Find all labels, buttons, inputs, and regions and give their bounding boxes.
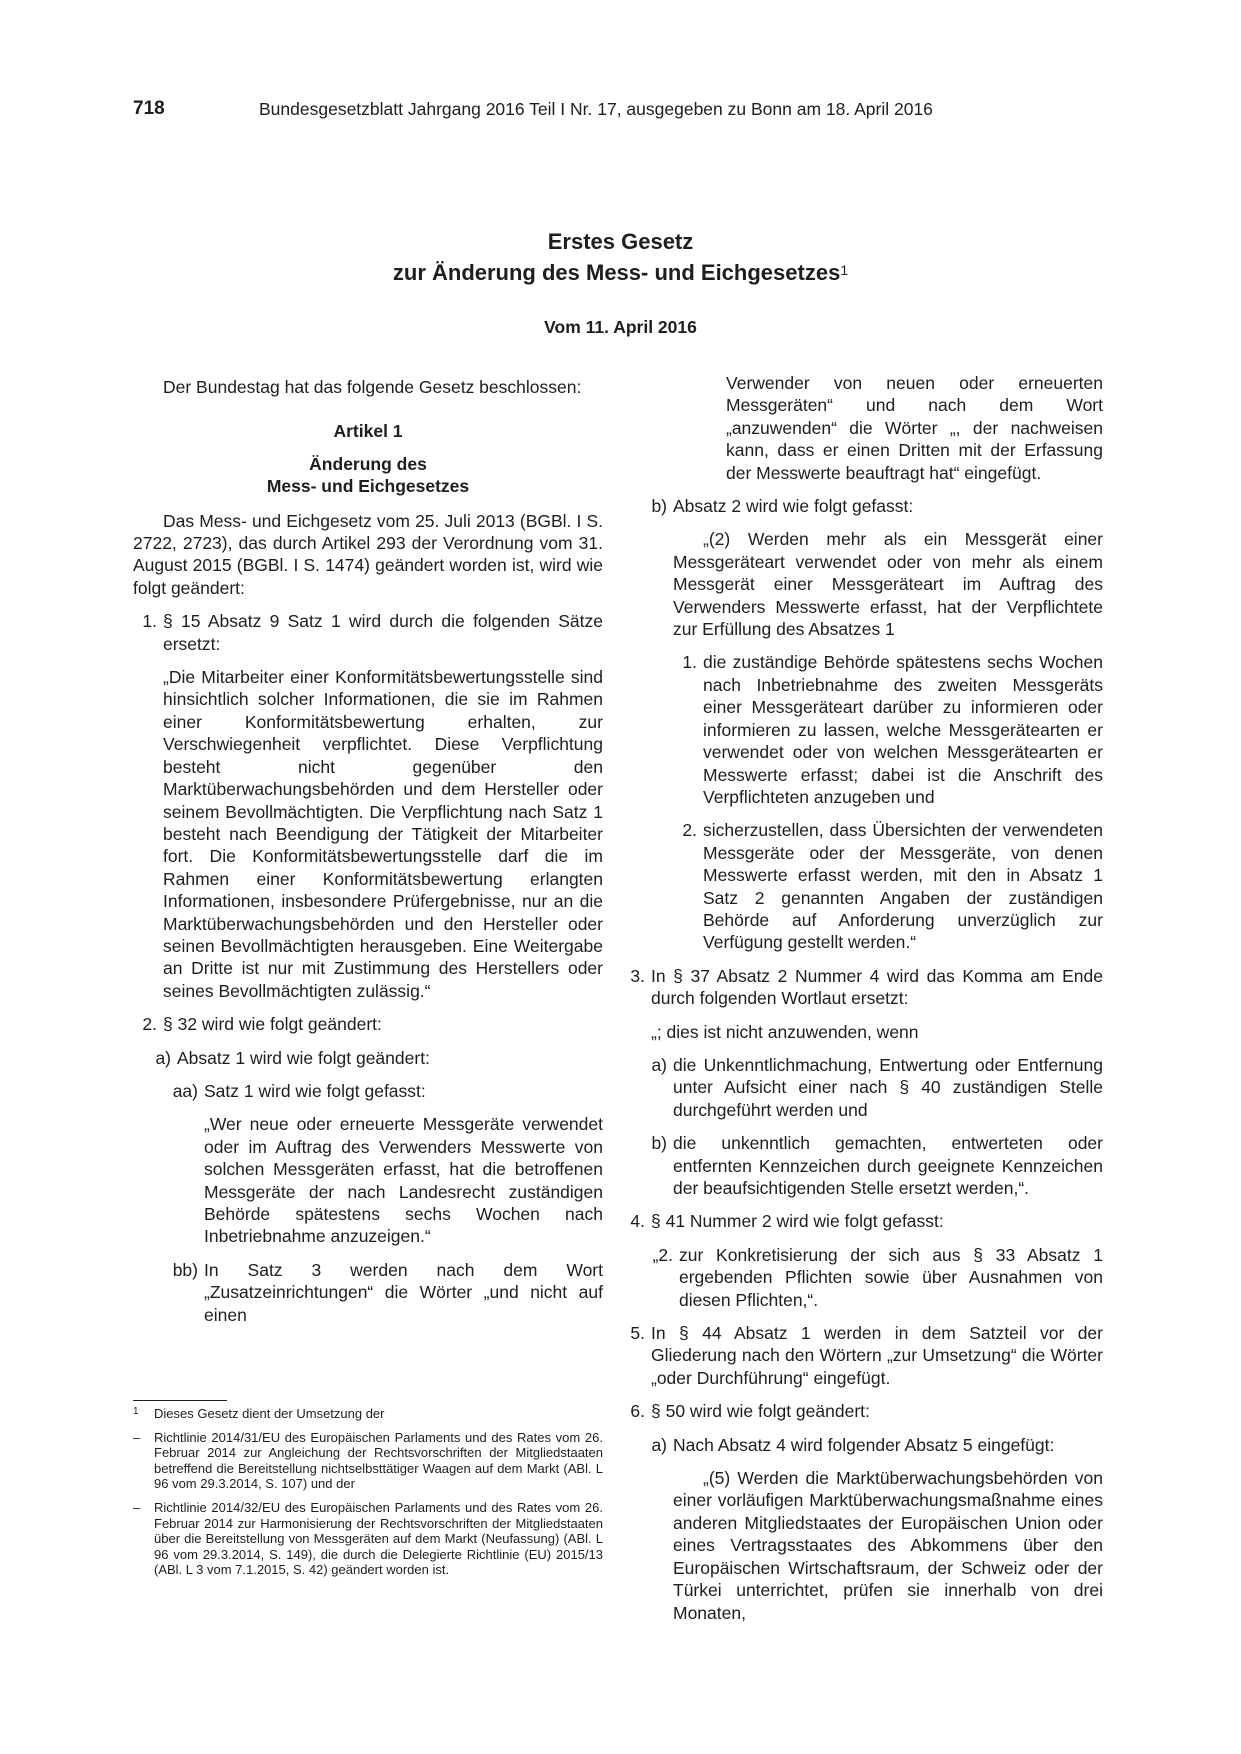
item-number: 2.	[682, 820, 697, 841]
item-text: sicherzustellen, dass Übersichten der verwendeten Messgeräte oder der Messgeräte, von denen Messwerte erfasst werden, mit den in Absatz 1 Satz 2 genannten Angaben der zuständigen Behörde auf Anforderung unverzüglich zur Verfügung gestellt werden.“	[703, 820, 1103, 953]
item-text: die Unkenntlichmachung, Entwertung oder Entfernung unter Aufsicht einer nach § 40 zuständigen Stelle durchgeführt werden und	[673, 1054, 1103, 1120]
item-text: § 41 Nummer 2 wird wie folgt gefasst:	[651, 1211, 944, 1232]
item-text: In § 37 Absatz 2 Nummer 4 wird das Komma am Ende durch folgenden Wortlaut ersetzt:	[651, 965, 1103, 1009]
article-label: Artikel 1	[333, 421, 403, 442]
item-number: b)	[651, 496, 667, 517]
item-number: b)	[651, 1133, 667, 1154]
footnote-dash: –	[133, 1429, 141, 1445]
footnote-intro	[133, 1406, 603, 1422]
item-text: In Satz 3 werden nach dem Wort „Zusatzeinrichtungen“ die Wörter „und nicht auf einen	[204, 1259, 603, 1325]
item-number: 5.	[630, 1323, 645, 1344]
law-title	[271, 228, 971, 287]
item-text: § 50 wird wie folgt geändert:	[651, 1401, 870, 1422]
item-number: „2.	[652, 1244, 673, 1265]
item-text: Absatz 2 wird wie folgt gefasst:	[673, 496, 914, 517]
list-item-2	[133, 1013, 603, 1035]
item-text: § 32 wird wie folgt geändert:	[163, 1014, 382, 1035]
list-item-3b	[643, 1132, 1103, 1199]
item-number: a)	[155, 1047, 171, 1068]
item-number: a)	[651, 1434, 667, 1455]
list-item-3a	[643, 1054, 1103, 1121]
list-item-6a	[643, 1434, 1103, 1456]
quote-block: „; dies ist nicht anzuwenden, wenn	[651, 1021, 919, 1042]
list-item-4	[621, 1210, 1103, 1232]
page-number: 718	[133, 98, 165, 119]
item-text: die unkenntlich gemachten, entwerteten oder entfernten Kennzeichen durch geeignete Kennzeichen der beaufsichtigenden Stelle ersetzt werden,“.	[673, 1133, 1103, 1198]
footnotes	[133, 1406, 603, 1586]
list-item-3	[621, 965, 1103, 1010]
quote-block: „(2) Werden mehr als ein Messgerät einer Messgeräteart verwendet oder von mehr als einem Messgerät einer Messgeräteart im Auftrag des Verwenders Messwerte erfasst, hat der Verpflichtete zur Erfüllung des Absatzes 1	[673, 529, 1103, 640]
continued-text: Verwender von neuen oder erneuerten Messgeräten“ und nach dem Wort „anzuwenden“ die Wörter „, der nachweisen kann, dass er einen Dritten mit der Erfassung der Messwerte beauftragt hat“ eingefügt.	[726, 373, 1103, 483]
footnote-dash: –	[133, 1499, 141, 1515]
list-item-1	[133, 610, 603, 655]
list-item-6	[621, 1400, 1103, 1422]
footnote-divider	[133, 1400, 227, 1401]
item-text: Nach Absatz 4 wird folgender Absatz 5 eingefügt:	[673, 1434, 1055, 1455]
list-item-2b	[643, 495, 1103, 517]
footnote-text: Richtlinie 2014/31/EU des Europäischen Parlaments und des Rates vom 26. Februar 2014 zur Angleichung der Rechtsvorschriften der Mitgliedstaaten betreffend die Bereitstellung nichtselbsttätiger Waagen auf dem Markt (ABl. L 96 vom 29.3.2014, S. 107) und der	[154, 1429, 603, 1492]
law-date: Vom 11. April 2016	[544, 317, 697, 337]
quote-block: „(5) Werden die Marktüberwachungsbehörden von einer vorläufigen Marktüberwachungsmaßnahme eines anderen Mitgliedstaates der Europäischen Union oder eines Vertragsstaates des Abkommens über den Europäischen Wirtschaftsraum, der Schweiz oder der Türkei unterrichtet, prüfen sie innerhalb von drei Monaten,	[673, 1468, 1103, 1623]
item-text: Satz 1 wird wie folgt gefasst:	[204, 1080, 426, 1101]
item-number: 1.	[142, 611, 157, 632]
law-title-line2: zur Änderung des Mess- und Eichgesetzes	[392, 260, 841, 285]
item-number: bb)	[172, 1259, 198, 1280]
title-block	[0, 228, 1241, 338]
quote-item-2	[645, 1244, 1103, 1311]
sub-item-1	[673, 651, 1103, 808]
item-number: 3.	[630, 965, 645, 986]
footnote-item-2	[133, 1500, 603, 1578]
item-text: In § 44 Absatz 1 werden in dem Satzteil vor der Gliederung nach den Wörtern „zur Umsetzung“ die Wörter „oder Durchführung“ eingefügt.	[651, 1323, 1103, 1388]
footnote-mark: 1	[133, 1406, 139, 1417]
footnote-intro-text: Dieses Gesetz dient der Umsetzung der	[154, 1406, 385, 1421]
list-item-5	[621, 1322, 1103, 1389]
law-title-line1: Erstes Gesetz	[547, 229, 694, 254]
intro-paragraph: Der Bundestag hat das folgende Gesetz beschlossen:	[163, 377, 582, 397]
quote-block: „Wer neue oder erneuerte Messgeräte verwendet oder im Auftrag des Verwenders Messwerte von solchen Messgeräten erfasst, hat die betroffenen Messgeräte der nach Landesrecht zuständigen Behörde spätestens sechs Wochen nach Inbetriebnahme anzuzeigen.“	[204, 1114, 603, 1247]
item-text: § 15 Absatz 9 Satz 1 wird durch die folgenden Sätze ersetzt:	[163, 611, 603, 654]
running-head: Bundesgesetzblatt Jahrgang 2016 Teil I Nr. 17, ausgegeben zu Bonn am 18. April 2016	[259, 99, 933, 119]
sub-item-2	[673, 819, 1103, 953]
article-title	[133, 453, 603, 498]
article-title-line1: Änderung des	[309, 453, 427, 474]
item-number: 4.	[630, 1211, 645, 1232]
item-text: Absatz 1 wird wie folgt geändert:	[177, 1047, 430, 1068]
footnote-ref: 1	[840, 262, 849, 278]
item-text: die zuständige Behörde spätestens sechs Wochen nach Inbetriebnahme des zweiten Messgeräts einer Messgeräteart darüber zu informieren oder informieren zu lassen, welche Messgerätearten er verwendet oder von welchen Messgerätearten er Messwerte erfasst; dabei ist die Anschrift des Verpflichteten anzugeben und	[703, 652, 1103, 807]
item-number: 6.	[630, 1401, 645, 1422]
list-item-2a	[147, 1047, 603, 1069]
item-number: 2.	[142, 1014, 157, 1035]
list-item-2bb	[168, 1259, 603, 1326]
footnote-item-1	[133, 1430, 603, 1492]
left-column	[133, 376, 603, 1337]
footnote-text: Richtlinie 2014/32/EU des Europäischen Parlaments und des Rates vom 26. Februar 2014 zur Harmonisierung der Rechtsvorschriften der Mitgliedstaaten über die Bereitstellung von Messgeräten auf dem Markt (Neufassung) (ABl. L 96 vom 29.3.2014, S. 149), die durch die Delegierte Richtlinie (EU) 2015/13 (ABl. L 3 vom 7.1.2015, S. 42) geändert worden ist.	[154, 1499, 603, 1578]
article-title-line2: Mess- und Eichgesetzes	[266, 476, 470, 497]
right-column	[630, 372, 1103, 1635]
quote-block: „Die Mitarbeiter einer Konformitätsbewertungsstelle sind hinsichtlich solcher Informationen, die sie im Rahmen einer Konformitätsbewertung erhalten, zur Verschwiegenheit verpflichtet. Diese Verpflichtung besteht nicht gegenüber den Marktüberwachungsbehörden und dem Hersteller oder seinem Bevollmächtigten. Die Verpflichtung nach Satz 1 besteht nach Beendigung der Tätigkeit der Mitarbeiter fort. Die Konformitätsbewertungsstelle darf die im Rahmen einer Konformitätsbewertung erlangten Informationen, insbesondere Prüfergebnisse, nur an die Marktüberwachungsbehörden und den Hersteller oder seinen Bevollmächtigten herausgeben. Eine Weitergabe an Dritte ist nur mit Zustimmung des Herstellers oder seines Bevollmächtigten zulässig.“	[163, 667, 603, 1001]
item-text: zur Konkretisierung der sich aus § 33 Absatz 1 ergebenden Pflichten sowie über Ausnahmen von diesen Pflichten,“.	[679, 1244, 1103, 1310]
list-item-2aa	[168, 1080, 603, 1102]
item-number: 1.	[682, 652, 697, 673]
preamble-paragraph: Das Mess- und Eichgesetz vom 25. Juli 2013 (BGBl. I S. 2722, 2723), das durch Artikel 293 der Verordnung vom 31. August 2015 (BGBl. I S. 1474) geändert worden ist, wird wie folgt geändert:	[133, 510, 603, 598]
item-number: a)	[651, 1054, 667, 1075]
item-number: aa)	[172, 1080, 198, 1101]
